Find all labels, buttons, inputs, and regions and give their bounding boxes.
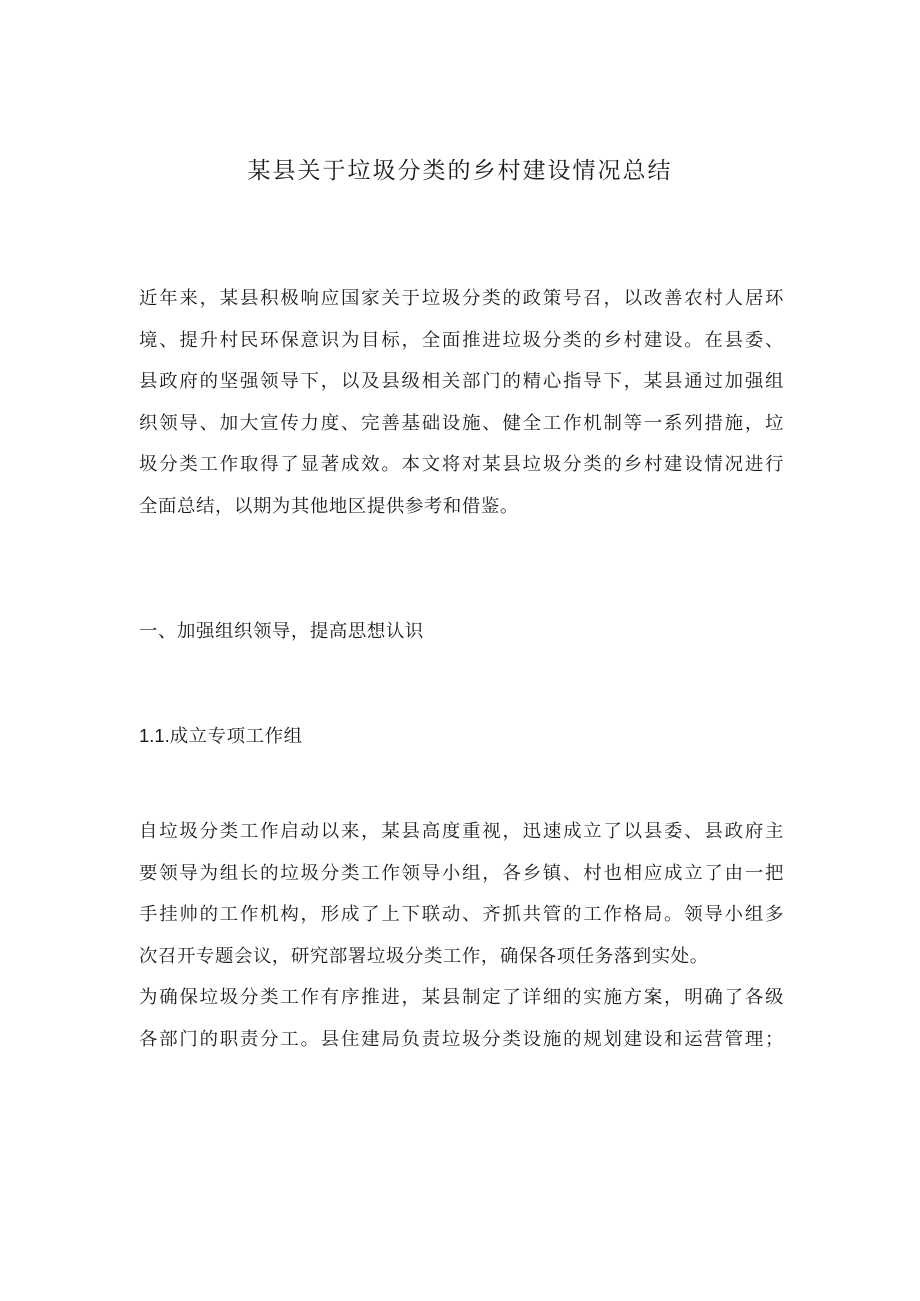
document-title: 某县关于垃圾分类的乡村建设情况总结: [247, 158, 673, 184]
intro-line: 县政府的坚强领导下，以及县级相关部门的精心指导下，某县通过加强组: [139, 371, 784, 392]
subsection-heading: [139, 721, 303, 752]
intro-line: 织领导、加大宣传力度、完善基础设施、健全工作机制等一系列措施，垃: [139, 412, 784, 434]
section-heading: 一、加强组织领导，提高思想认识: [139, 621, 424, 642]
body-line: 自垃圾分类工作启动以来，某县高度重视，迅速成立了以县委、县政府主: [139, 821, 784, 842]
subsection-number: 1.1.: [139, 725, 170, 746]
intro-line: 全面总结，以期为其他地区提供参考和借鉴。: [139, 495, 519, 517]
body-paragraph: [139, 811, 784, 977]
intro-line: 近年来，某县积极响应国家关于垃圾分类的政策号召，以改善农村人居环: [139, 288, 784, 309]
intro-paragraph: [139, 278, 784, 527]
body-line: 为确保垃圾分类工作有序推进，某县制定了详细的实施方案，明确了各级: [139, 987, 784, 1008]
body-paragraph: [139, 977, 784, 1060]
subsection-title: 成立专项工作组: [169, 726, 303, 747]
intro-line: 圾分类工作取得了显著成效。本文将对某县垃圾分类的乡村建设情况进行: [139, 454, 784, 475]
body-line: 各部门的职责分工。县住建局负责垃圾分类设施的规划建设和运营管理；: [139, 1028, 784, 1050]
body-line: 手挂帅的工作机构，形成了上下联动、齐抓共管的工作格局。领导小组多: [139, 904, 784, 925]
body-line: 要领导为组长的垃圾分类工作领导小组，各乡镇、村也相应成立了由一把: [139, 862, 784, 884]
intro-line: 境、提升村民环保意识为目标，全面推进垃圾分类的乡村建设。在县委、: [139, 329, 784, 351]
body-line: 次召开专题会议，研究部署垃圾分类工作，确保各项任务落到实处。: [139, 945, 709, 967]
